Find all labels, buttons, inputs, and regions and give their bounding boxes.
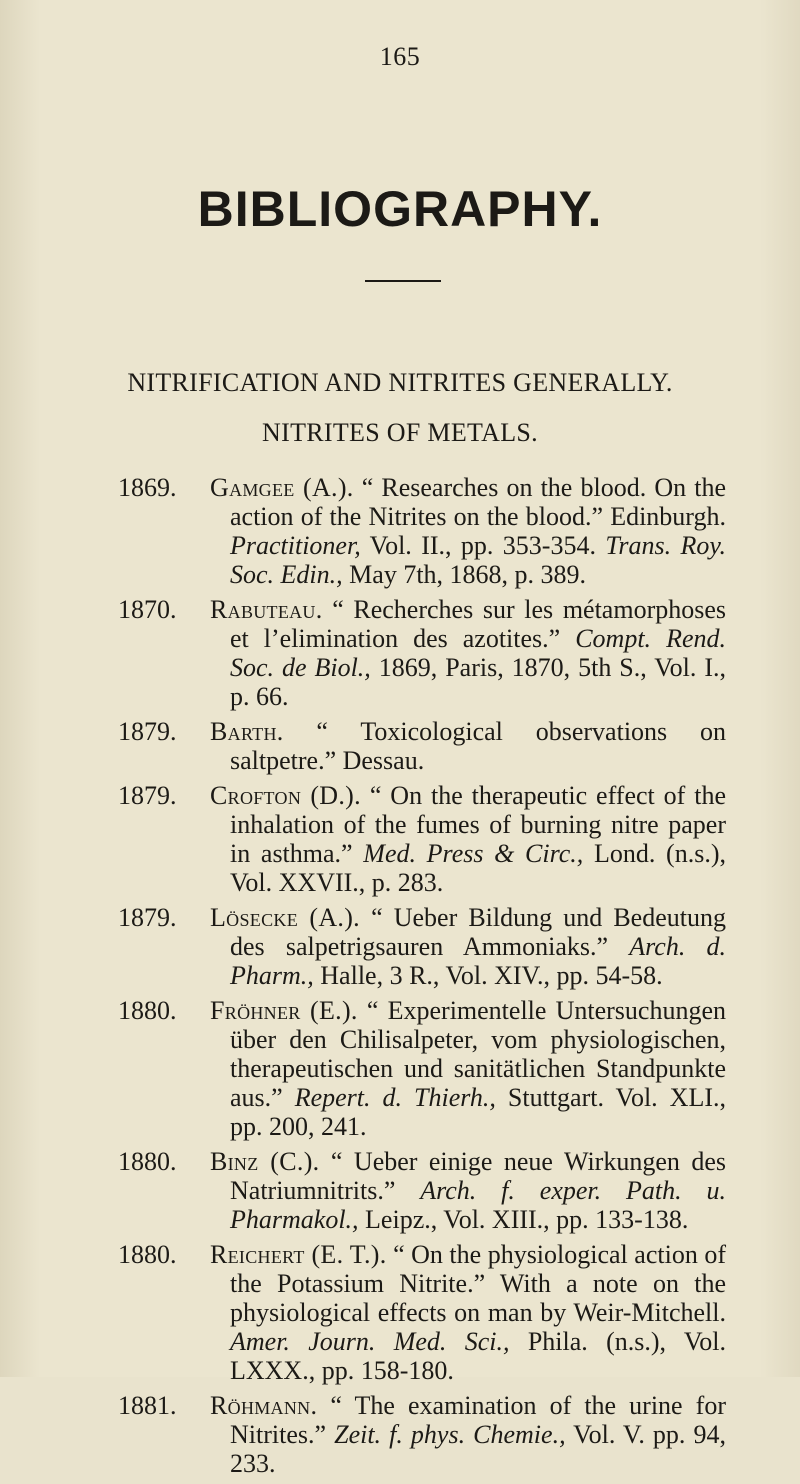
entry-journal: Zeit. f. phys. Chemie., [334,1420,566,1449]
bibliography-entry [118,781,726,897]
bibliography-entry [118,473,726,589]
entry-author: Gamgee (A.). [210,473,354,502]
section-heading: NITRIFICATION AND NITRITES GENERALLY. [127,368,673,397]
entry-details: Phila. (n.s.), Vol. LXXX., pp. 158-180. [230,1327,726,1385]
bibliography-entry [118,1147,726,1234]
entry-year: 1879. [118,717,177,746]
entry-citation [210,781,726,897]
entry-author: Lösecke (A.). [210,903,360,932]
subsection-heading: NITRITES OF METALS. [262,418,538,447]
entry-title: “ Ueber Bildung und Bedeutung des salpetrigsauren Ammoniaks.” [230,903,726,961]
entry-details: Lond. (n.s.), Vol. XXVII., p. 283. [230,839,726,897]
entry-year: 1881. [118,1391,177,1420]
entry-author: Reichert (E. T.). [210,1240,387,1269]
entry-title: “ Experimentelle Untersuchungen über den Chilisalpeter, vom physiologischen, therapeutischen und sanitätlichen Standpunkte aus.” [230,996,726,1112]
entry-citation [210,1240,726,1385]
entry-details: Halle, 3 R., Vol. XIV., pp. 54-58. [313,961,663,990]
entry-details: Vol. V. pp. 94, 233. [230,1420,726,1478]
entry-author: Fröhner (E.). [210,996,358,1025]
entry-details-secondary: May 7th, 1868, p. 389. [342,560,587,589]
page-number: 165 [379,42,421,71]
entry-year: 1879. [118,781,177,810]
entry-title: “ The examination of the urine for Nitrites.” [230,1391,726,1449]
entry-title: “ On the therapeutic effect of the inhalation of the fumes of burning nitre paper in asthma.” [230,781,726,868]
entry-details: Leipz., Vol. XIII., pp. 133-138. [358,1205,689,1234]
entry-citation [210,1147,726,1234]
bibliography-entry [118,595,726,711]
entry-citation [210,1391,726,1478]
entry-journal: Arch. d. Pharm., [230,932,726,990]
bibliography-entry [118,996,726,1141]
entry-year: 1870. [118,595,177,624]
entry-author: Crofton (D.). [210,781,361,810]
entry-journal: Repert. d. Thierh., [294,1083,496,1112]
entry-author: Röhmann. [210,1391,318,1420]
entry-journal-secondary: Trans. Roy. Soc. Edin., [230,531,727,589]
entry-title: “ Recherches sur les métamorphoses et l’elimination des azotites.” [230,595,726,653]
entry-citation [210,996,726,1141]
entry-journal: Practitioner, [230,531,361,560]
entry-year: 1869. [118,473,177,502]
entry-citation [210,595,726,711]
entry-year: 1880. [118,1147,177,1176]
entry-title: “ Toxicological observations on saltpetre.” Dessau. [230,717,726,775]
entry-author: Binz (C.). [210,1147,320,1176]
entry-citation [210,717,726,775]
bibliography-entry [118,903,726,990]
entry-author: Rabuteau. [210,595,323,624]
entry-citation [210,473,726,589]
entry-journal: Compt. Rend. Soc. de Biol., [230,624,726,682]
title-divider [365,280,441,282]
entry-citation [210,903,726,990]
entry-details: Vol. II., pp. 353-354. [360,531,606,560]
entry-title: “ On the physiological action of the Potassium Nitrite.” With a note on the physiological effects on man by Weir-Mitchell. [230,1240,726,1327]
bibliography-entry [118,1391,726,1478]
entry-year: 1879. [118,903,177,932]
entry-journal: Amer. Journ. Med. Sci., [230,1327,510,1356]
entry-journal: Med. Press & Circ., [363,839,584,868]
page-title: BIBLIOGRAPHY. [197,181,603,237]
bibliography-entry [118,1240,726,1385]
entry-author: Barth. [210,717,284,746]
entry-journal: Arch. f. exper. Path. u. Pharmakol., [230,1176,726,1234]
entry-year: 1880. [118,1240,177,1269]
bibliography-entry [118,717,726,775]
entry-details: Stuttgart. Vol. XLI., pp. 200, 241. [230,1083,726,1141]
entry-details: 1869, Paris, 1870, 5th S., Vol. I., p. 66. [230,653,726,711]
bibliography-list [118,473,726,1484]
entry-year: 1880. [118,996,177,1025]
entry-title: “ Ueber einige neue Wirkungen des Natriumnitrits.” [230,1147,726,1205]
entry-title: “ Researches on the blood. On the action of the Nitrites on the blood.” Edinburgh. [230,473,726,531]
